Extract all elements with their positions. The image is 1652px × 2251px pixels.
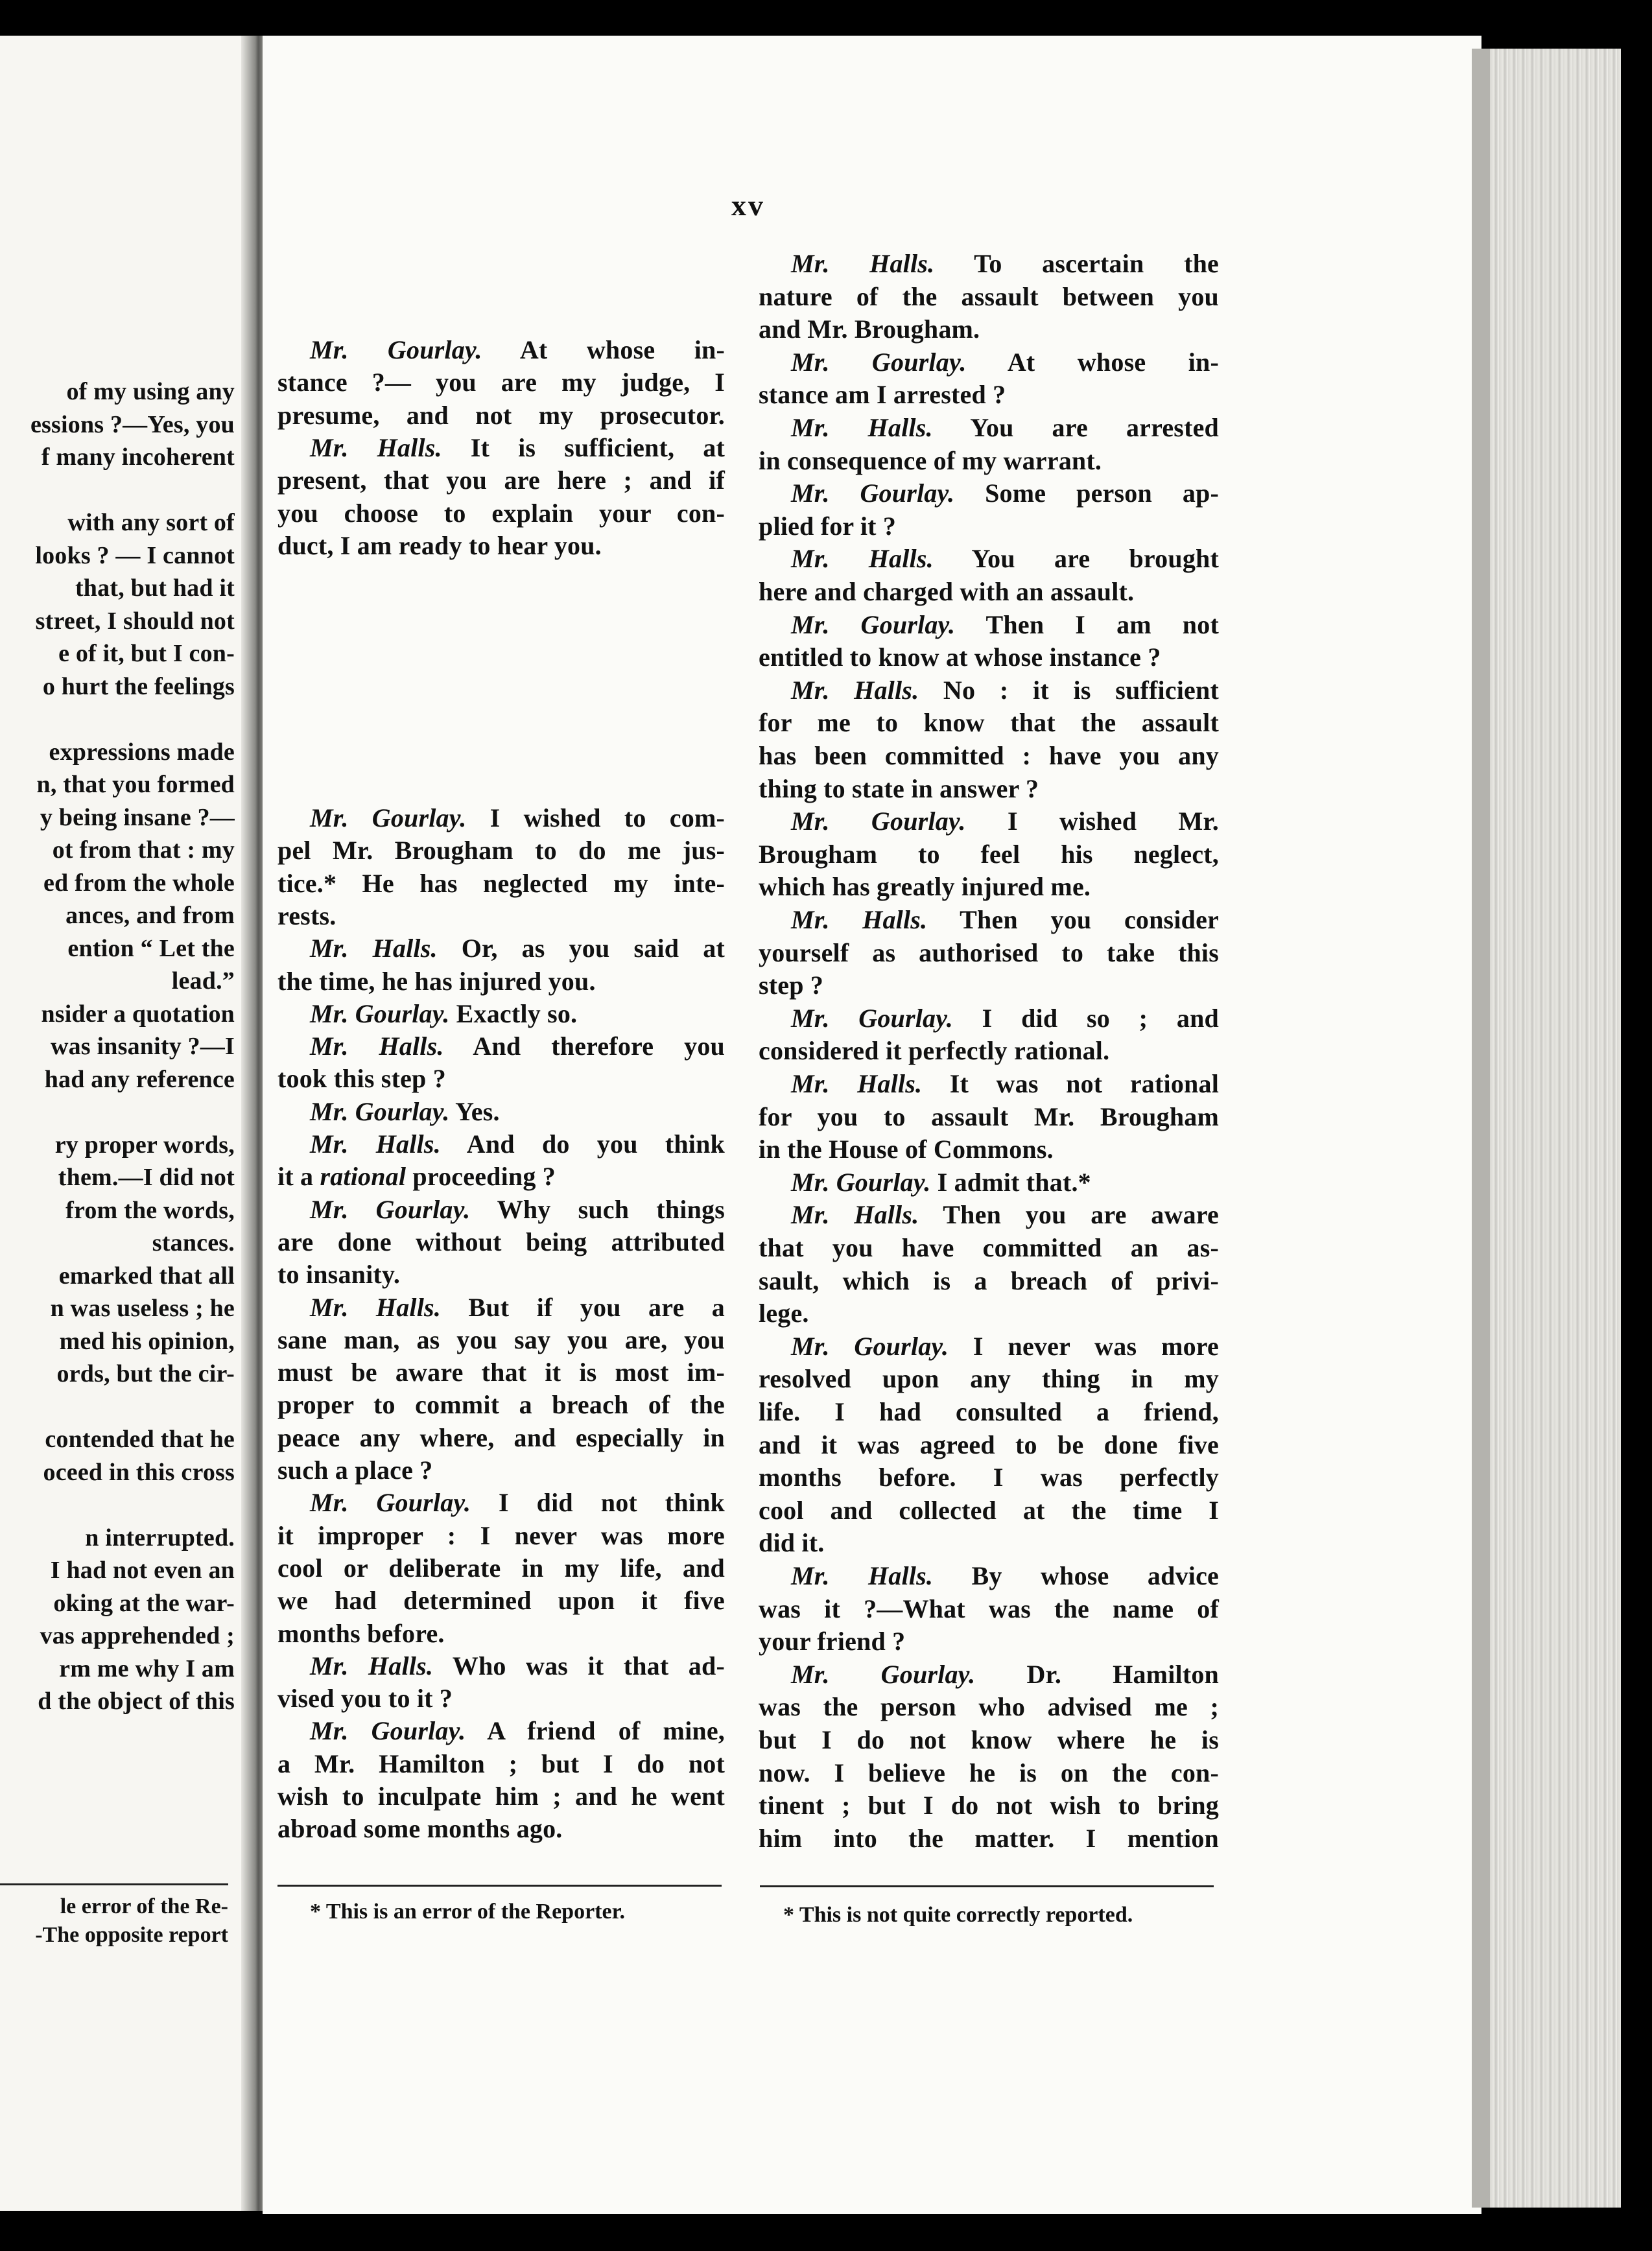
line-text: pel Mr. Brougham to do me jus- <box>277 836 725 866</box>
line-text: present, that you are here ; and if <box>277 466 725 495</box>
line-text: wish to inculpate him ; and he went <box>277 1782 725 1811</box>
text-line <box>759 1691 1219 1723</box>
speaker-name: Mr. Halls. <box>310 1031 444 1061</box>
left-page-line: nsider a quotation <box>41 1000 235 1028</box>
line-text: it improper : I never was more <box>277 1520 725 1550</box>
line-text: life. I had consulted a friend, <box>759 1397 1219 1426</box>
speaker-name: Mr. Gourlay. <box>791 1659 976 1689</box>
left-page-line: y being insane ?— <box>40 803 235 831</box>
text-line <box>759 379 1219 411</box>
speaker-name: Mr. Gourlay. <box>310 335 482 364</box>
line-text: Or, as you said at <box>437 934 725 963</box>
speech-line <box>759 1199 1219 1231</box>
speaker-name: Mr. Halls. <box>791 1200 919 1230</box>
line-text: duct, I am ready to hear you. <box>277 530 602 560</box>
left-page-line: contended that he <box>45 1426 235 1453</box>
left-page-line: was insanity ?—I <box>50 1033 235 1060</box>
line-text: By whose advice <box>933 1561 1219 1590</box>
line-text: rests. <box>277 901 336 930</box>
left-page-line: ances, and from <box>65 902 235 929</box>
speaker-name: Mr. Halls. <box>791 1561 934 1590</box>
page-number: xv <box>731 189 765 222</box>
text-line <box>759 1035 1219 1067</box>
line-text: tice.* He has neglected my inte- <box>277 868 725 898</box>
text-line <box>277 1422 725 1454</box>
text-line <box>759 313 1219 346</box>
left-page-line: essions ?—Yes, you <box>30 410 235 438</box>
text-line <box>759 1297 1219 1330</box>
line-text: sault, which is a breach of privi- <box>759 1266 1219 1295</box>
text-line <box>759 1133 1219 1166</box>
left-page-line: had any reference <box>44 1065 235 1093</box>
line-text: And therefore you <box>443 1031 725 1061</box>
line-text: Who was it that ad- <box>433 1651 725 1680</box>
line-text: And do you think <box>440 1129 725 1159</box>
left-page-line: with any sort of <box>67 509 235 536</box>
line-text: was it ?—What was the name of <box>759 1594 1219 1623</box>
line-text: a Mr. Hamilton ; but I do not <box>277 1749 725 1778</box>
line-text: Yes. <box>449 1096 500 1126</box>
line-text: the time, he has injured you. <box>277 966 596 996</box>
line-text: I did so ; and <box>952 1003 1219 1033</box>
line-text: No : it is sufficient <box>919 675 1219 705</box>
speech-line <box>759 1002 1219 1035</box>
line-text: peace any where, and especially in <box>277 1422 725 1452</box>
line-text: To ascertain the <box>934 249 1219 278</box>
left-page-footnote-line: -The opposite report <box>35 1923 228 1947</box>
line-text: plied for it ? <box>759 511 897 541</box>
line-text: took this step ? <box>277 1064 446 1094</box>
speech-line <box>277 1194 725 1226</box>
speech-line <box>759 904 1219 936</box>
speech-line <box>759 543 1219 575</box>
left-page-line: from the words, <box>65 1196 235 1224</box>
left-page-line: stances. <box>152 1229 235 1256</box>
left-page-line: o hurt the feelings <box>42 672 235 700</box>
text-line <box>759 773 1219 805</box>
line-text: You are arrested <box>932 413 1219 442</box>
line-text: At whose in- <box>966 347 1219 377</box>
line-text: such a place ? <box>277 1455 433 1485</box>
text-line <box>277 834 725 867</box>
text-line <box>277 366 725 399</box>
speech-line <box>759 609 1219 641</box>
left-page-line: ot from that : my <box>52 836 235 864</box>
text-line <box>277 1780 725 1813</box>
speech-line <box>759 477 1219 510</box>
left-page-line: them.—I did not <box>58 1164 235 1191</box>
speaker-name: Mr. Gourlay. <box>791 1003 953 1033</box>
left-page-footnote-rule <box>0 1883 228 1885</box>
line-text: now. I believe he is on the con- <box>759 1758 1219 1787</box>
line-text: Some person ap- <box>954 478 1219 508</box>
line-text: that you have committed an as- <box>759 1233 1219 1262</box>
footnote-rule-right-column <box>760 1885 1214 1887</box>
left-page-line: emarked that all <box>58 1262 235 1290</box>
speech-line <box>759 1330 1219 1363</box>
speaker-name: Mr. Halls. <box>791 1069 923 1098</box>
speaker-name: Mr. Gourlay. <box>791 478 955 508</box>
left-page-line: vas apprehended ; <box>40 1622 235 1649</box>
line-text: I never was more <box>949 1331 1219 1361</box>
line-text: for me to know that the assault <box>759 708 1219 738</box>
left-page-line: ry proper words, <box>54 1131 235 1159</box>
line-text: sane man, as you say you are, you <box>277 1325 725 1354</box>
speaker-name: Mr. Halls. <box>310 934 438 963</box>
speech-line <box>277 1650 725 1682</box>
speech-line <box>277 1291 725 1324</box>
line-text: did it. <box>759 1528 825 1558</box>
line-text: must be aware that it is most im- <box>277 1358 725 1387</box>
line-text: It was not rational <box>922 1069 1220 1098</box>
text-line <box>277 464 725 497</box>
text-line <box>759 1461 1219 1494</box>
speaker-name: Mr. Halls. <box>791 413 933 442</box>
speech-line <box>759 1166 1219 1199</box>
text-line <box>759 838 1219 871</box>
text-line <box>277 497 725 530</box>
text-line <box>277 1813 725 1845</box>
line-text: At whose in- <box>482 335 725 364</box>
text-line <box>277 1356 725 1389</box>
line-text: here and charged with an assault. <box>759 577 1135 606</box>
line-text: in the House of Commons. <box>759 1135 1054 1164</box>
text-line <box>277 1063 725 1095</box>
line-text: months before. I was perfectly <box>759 1463 1219 1492</box>
left-page-footnote-line: le error of the Re- <box>60 1894 228 1918</box>
speech-line <box>277 802 725 834</box>
text-line <box>759 937 1219 969</box>
text-line <box>277 1748 725 1780</box>
speaker-name: Mr. Halls. <box>310 1292 442 1322</box>
line-text: presume, and not my prosecutor. <box>277 400 725 430</box>
left-page-line: n interrupted. <box>85 1524 235 1551</box>
line-text: but I do not know where he is <box>759 1725 1219 1754</box>
line-text: But if you are a <box>441 1292 725 1322</box>
text-line <box>759 740 1219 772</box>
text-line <box>277 1454 725 1487</box>
text-line <box>759 445 1219 477</box>
left-page-line: med his opinion, <box>59 1327 235 1355</box>
line-text: You are brought <box>933 544 1219 574</box>
text-line <box>277 867 725 900</box>
line-text: I wished to com- <box>466 803 725 832</box>
line-text: Exactly so. <box>449 998 578 1028</box>
text-line <box>759 510 1219 543</box>
left-page-line: f many incoherent <box>41 443 235 471</box>
speech-line <box>759 248 1219 280</box>
line-text: has been committed : have you any <box>759 741 1219 770</box>
left-page-line: of my using any <box>66 378 235 405</box>
text-line <box>277 965 725 998</box>
line-text: we had determined upon it five <box>277 1586 725 1616</box>
line-text: I admit that.* <box>930 1167 1091 1197</box>
line-text: nature of the assault between you <box>759 281 1219 311</box>
line-text: Why such things <box>470 1194 725 1224</box>
line-text: stance am I arrested ? <box>759 380 1006 410</box>
text-line <box>277 1324 725 1356</box>
speaker-name: Mr. Gourlay. <box>310 1096 450 1126</box>
line-text: to insanity. <box>277 1260 401 1290</box>
speech-line <box>759 346 1219 379</box>
text-line <box>277 900 725 932</box>
footnote-rule-left-column <box>277 1885 722 1887</box>
line-text: and it was agreed to be done five <box>759 1430 1219 1459</box>
speech-line <box>759 1658 1219 1691</box>
text-line <box>759 1822 1219 1855</box>
text-line <box>759 1101 1219 1133</box>
text-line <box>759 1494 1219 1527</box>
line-text: step ? <box>759 971 824 1000</box>
speaker-name: Mr. Gourlay. <box>791 807 966 836</box>
speech-line <box>277 334 725 366</box>
speech-line <box>759 674 1219 707</box>
speaker-name: Mr. Gourlay. <box>310 1488 471 1518</box>
line-text: months before. <box>277 1618 445 1648</box>
text-line <box>759 1593 1219 1625</box>
line-text: abroad some months ago. <box>277 1814 563 1844</box>
speech-line <box>277 1487 725 1519</box>
line-text: him into the matter. I mention <box>759 1823 1219 1853</box>
speech-line <box>277 1715 725 1747</box>
speaker-name: Mr. Gourlay. <box>791 609 956 639</box>
line-text: for you to assault Mr. Brougham <box>759 1102 1219 1131</box>
line-text: in consequence of my warrant. <box>759 445 1102 475</box>
line-text: proper to commit a breach of the <box>277 1390 725 1420</box>
speech-line <box>277 932 725 965</box>
text-line <box>759 969 1219 1002</box>
left-page-line: ed from the whole <box>43 869 235 897</box>
text-line <box>759 1724 1219 1756</box>
left-page-line: looks ? — I cannot <box>35 541 235 569</box>
text-line <box>277 1226 725 1258</box>
line-text: Dr. Hamilton <box>975 1659 1219 1689</box>
line-text: A friend of mine, <box>466 1716 725 1746</box>
text-line <box>759 871 1219 903</box>
line-text: it a <box>277 1162 320 1192</box>
footnote-left-column: * This is an error of the Reporter. <box>310 1900 626 1924</box>
text-line <box>759 1265 1219 1297</box>
line-text: Then you consider <box>927 905 1219 934</box>
line-text: you choose to explain your con- <box>277 498 725 528</box>
speech-line <box>759 805 1219 838</box>
speaker-name: Mr. Halls. <box>791 675 919 705</box>
text-line <box>759 1232 1219 1264</box>
line-text: vised you to it ? <box>277 1684 453 1714</box>
line-text: tinent ; but I do not wish to bring <box>759 1791 1219 1821</box>
speaker-name: Mr. Halls. <box>791 544 934 574</box>
left-page-line: oking at the war- <box>53 1589 235 1617</box>
speaker-name: Mr. Gourlay. <box>310 803 467 832</box>
text-line <box>759 1625 1219 1658</box>
speaker-name: Mr. Gourlay. <box>310 998 450 1028</box>
speech-line <box>277 1030 725 1063</box>
left-page-line: expressions made <box>49 738 235 766</box>
line-text: Brougham to feel his neglect, <box>759 839 1219 869</box>
text-line <box>277 1585 725 1617</box>
left-page-line: n, that you formed <box>36 771 235 798</box>
line-text: considered it perfectly rational. <box>759 1036 1110 1066</box>
line-text: resolved upon any thing in my <box>759 1364 1219 1394</box>
line-text: which has greatly injured me. <box>759 872 1091 902</box>
text-line <box>759 641 1219 674</box>
emphasis: rational <box>320 1162 407 1192</box>
line-text: entitled to know at whose instance ? <box>759 642 1161 672</box>
speaker-name: Mr. Halls. <box>310 1129 441 1159</box>
speech-line <box>277 998 725 1030</box>
line-text: stance ?— you are my judge, I <box>277 368 725 397</box>
line-text: was the person who advised me ; <box>759 1692 1219 1722</box>
text-line <box>277 1258 725 1291</box>
text-line <box>277 1618 725 1650</box>
line-text: and Mr. Brougham. <box>759 314 980 344</box>
page-edges <box>1472 49 1621 2208</box>
line-text: yourself as authorised to take this <box>759 937 1219 967</box>
text-line <box>759 1757 1219 1789</box>
left-page-line: lead.” <box>171 967 235 995</box>
speaker-name: Mr. Halls. <box>791 249 935 278</box>
left-page-line: oceed in this cross <box>43 1458 235 1486</box>
speaker-name: Mr. Halls. <box>310 432 442 462</box>
line-text: cool and collected at the time I <box>759 1495 1219 1525</box>
speech-line <box>759 1560 1219 1592</box>
text-line <box>277 1682 725 1715</box>
speaker-name: Mr. Gourlay. <box>791 1331 949 1361</box>
text-line <box>759 707 1219 739</box>
left-page-line: ention “ Let the <box>67 934 235 962</box>
line-text: It is sufficient, at <box>442 432 725 462</box>
speech-line <box>759 412 1219 444</box>
text-line <box>759 281 1219 313</box>
speaker-name: Mr. Halls. <box>310 1651 434 1680</box>
left-page-line: street, I should not <box>35 607 235 635</box>
line-text: cool or deliberate in my life, and <box>277 1553 725 1583</box>
line-text: Then I am not <box>955 609 1219 639</box>
speaker-name: Mr. Gourlay. <box>310 1194 471 1224</box>
line-text: thing to state in answer ? <box>759 773 1039 803</box>
speaker-name: Mr. Gourlay. <box>791 347 967 377</box>
left-page-line: e of it, but I con- <box>58 640 235 667</box>
left-page-line: n was useless ; he <box>50 1295 235 1322</box>
text-line <box>759 1429 1219 1461</box>
line-text: Then you are aware <box>919 1200 1219 1230</box>
speaker-name: Mr. Gourlay. <box>791 1167 931 1197</box>
speaker-name: Mr. Gourlay. <box>310 1716 466 1746</box>
line-text: lege. <box>759 1299 809 1328</box>
speech-line <box>277 1096 725 1128</box>
line-text: I wished Mr. <box>965 807 1219 836</box>
footnote-right-column: * This is not quite correctly reported. <box>783 1903 1133 1927</box>
left-page-line: I had not even an <box>50 1557 235 1584</box>
text-line <box>759 1363 1219 1395</box>
line-text: I did not think <box>471 1488 725 1518</box>
text-line <box>277 1161 725 1193</box>
left-page-line: d the object of this <box>38 1688 235 1715</box>
text-line <box>759 1527 1219 1559</box>
left-page <box>0 36 256 2211</box>
speech-line <box>277 1128 725 1161</box>
left-page-line: rm me why I am <box>59 1655 235 1682</box>
line-text-after: proceeding ? <box>406 1162 556 1192</box>
speaker-name: Mr. Halls. <box>791 905 928 934</box>
text-line <box>277 1520 725 1552</box>
text-line <box>277 530 725 562</box>
speech-line <box>759 1068 1219 1100</box>
line-text: are done without being attributed <box>277 1227 725 1256</box>
line-text: your friend ? <box>759 1627 906 1656</box>
text-line <box>277 1552 725 1585</box>
speech-line <box>277 432 725 464</box>
text-line <box>759 1396 1219 1428</box>
text-line <box>759 1789 1219 1822</box>
text-line <box>277 399 725 432</box>
text-line <box>277 1389 725 1421</box>
left-page-line: ords, but the cir- <box>56 1360 235 1387</box>
left-page-line: that, but had it <box>75 574 235 602</box>
text-line <box>759 576 1219 608</box>
